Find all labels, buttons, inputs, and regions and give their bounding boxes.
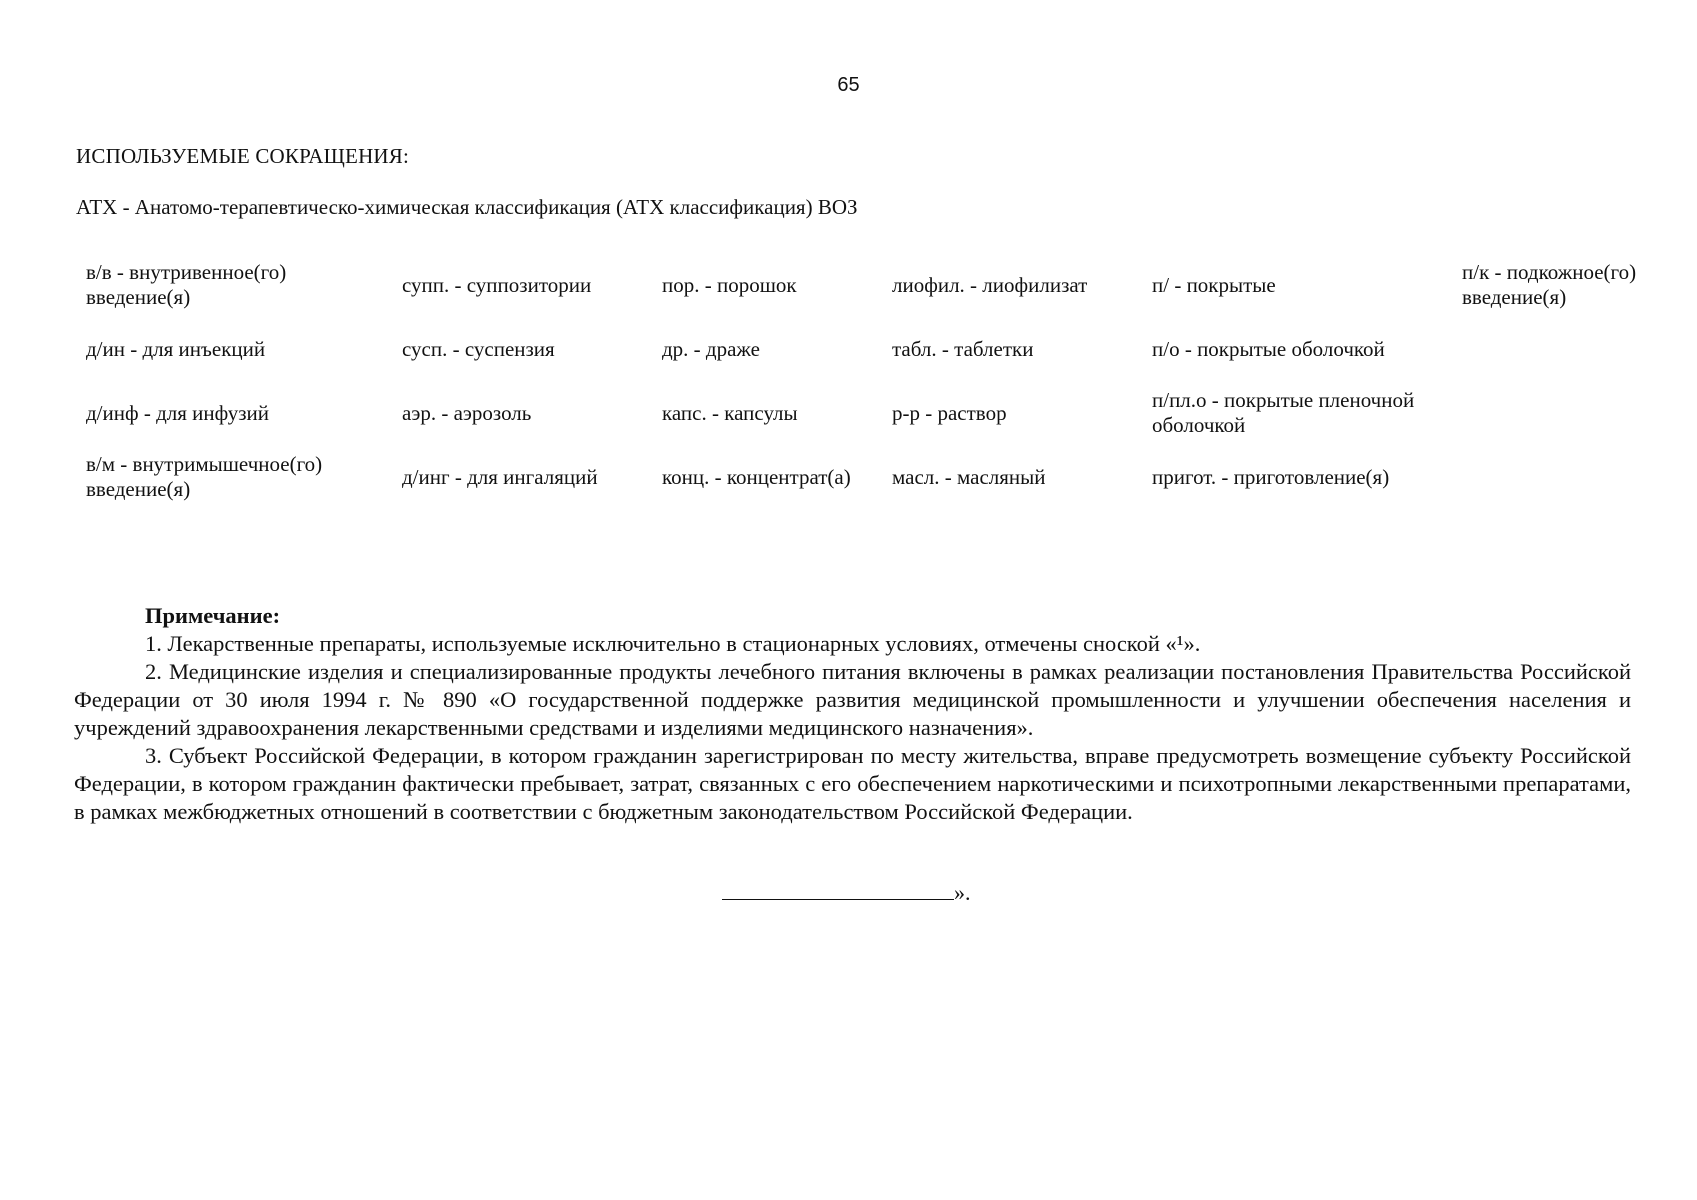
note-item: 2. Медицинские изделия и специализированные продукты лечебного питания включены в рамках реализации постановления Правительства Российской Федерации от 30 июля 1994 г. № 890 «О государственной поддержке развития медицинской промышленности и улучшении обеспечения населения и учреждений здравоохранения лекарственными средствами и изделиями медицинского назначения».: [74, 659, 1631, 740]
section-title: ИСПОЛЬЗУЕМЫЕ СОКРАЩЕНИЯ:: [76, 144, 410, 168]
closing-rule: [722, 883, 954, 900]
abbreviation-cell: капс. - капсулы: [662, 400, 798, 425]
abbreviation-cell: д/инф - для инфузий: [86, 400, 270, 425]
abbreviation-cell: п/ - покрытые: [1152, 272, 1276, 297]
abbreviation-cell: конц. - концентрат(а): [662, 464, 851, 489]
table-row: [76, 253, 1672, 317]
abbreviation-cell: д/инг - для ингаляций: [402, 464, 598, 489]
notes-section: [74, 602, 1631, 826]
abbreviation-cell: пор. - порошок: [662, 272, 797, 297]
abbreviation-cell: [1452, 445, 1672, 509]
abbreviation-cell: п/к - подкожное(го) введение(я): [1462, 260, 1637, 309]
abbreviation-cell: в/в - внутривенное(го) введение(я): [86, 260, 287, 309]
abbreviation-cell: р-р - раствор: [892, 400, 1007, 425]
abbreviation-cell: [1452, 317, 1672, 381]
note-item: 3. Субъект Российской Федерации, в котором гражданин зарегистрирован по месту жительства, вправе предусмотреть возмещение субъекту Российской Федерации, в котором гражданин фактически пребывает, затрат, связанных с его обеспечением наркотическими и психотропными лекарственными препаратами, в рамках межбюджетных отношений в соответствии с бюджетным законодательством Российской Федерации.: [74, 743, 1631, 824]
abbreviation-cell: д/ин - для инъекций: [86, 336, 266, 361]
page-number: 65: [837, 74, 860, 96]
abbreviation-cell: табл. - таблетки: [892, 336, 1034, 361]
abbreviation-cell: п/о - покрытые оболочкой: [1152, 336, 1385, 361]
abbreviation-cell: масл. - масляный: [892, 464, 1046, 489]
abbreviation-cell: [1452, 381, 1672, 445]
closing-mark: ».: [954, 880, 971, 905]
table-row: [76, 445, 1672, 509]
notes-heading: Примечание:: [145, 603, 281, 628]
abbreviation-cell: др. - драже: [662, 336, 760, 361]
abbreviation-cell: пригот. - приготовление(я): [1152, 464, 1390, 489]
abbreviation-cell: лиофил. - лиофилизат: [892, 272, 1088, 297]
closing-line: [722, 880, 971, 906]
abbreviation-cell: аэр. - аэрозоль: [402, 400, 532, 425]
atx-definition: АТХ - Анатомо-терапевтическо-химическая классификация (АТХ классификация) ВОЗ: [76, 195, 858, 219]
note-item: 1. Лекарственные препараты, используемые исключительно в стационарных условиях, отмечены сноской «¹».: [145, 631, 1201, 656]
table-row: [76, 317, 1672, 381]
abbreviations-table: [76, 253, 1672, 509]
abbreviation-cell: супп. - суппозитории: [402, 272, 592, 297]
abbreviation-cell: п/пл.о - покрытые пленочной оболочкой: [1152, 388, 1415, 437]
table-row: [76, 381, 1672, 445]
abbreviation-cell: в/м - внутримышечное(го) введение(я): [86, 452, 323, 501]
abbreviation-cell: сусп. - суспензия: [402, 336, 555, 361]
